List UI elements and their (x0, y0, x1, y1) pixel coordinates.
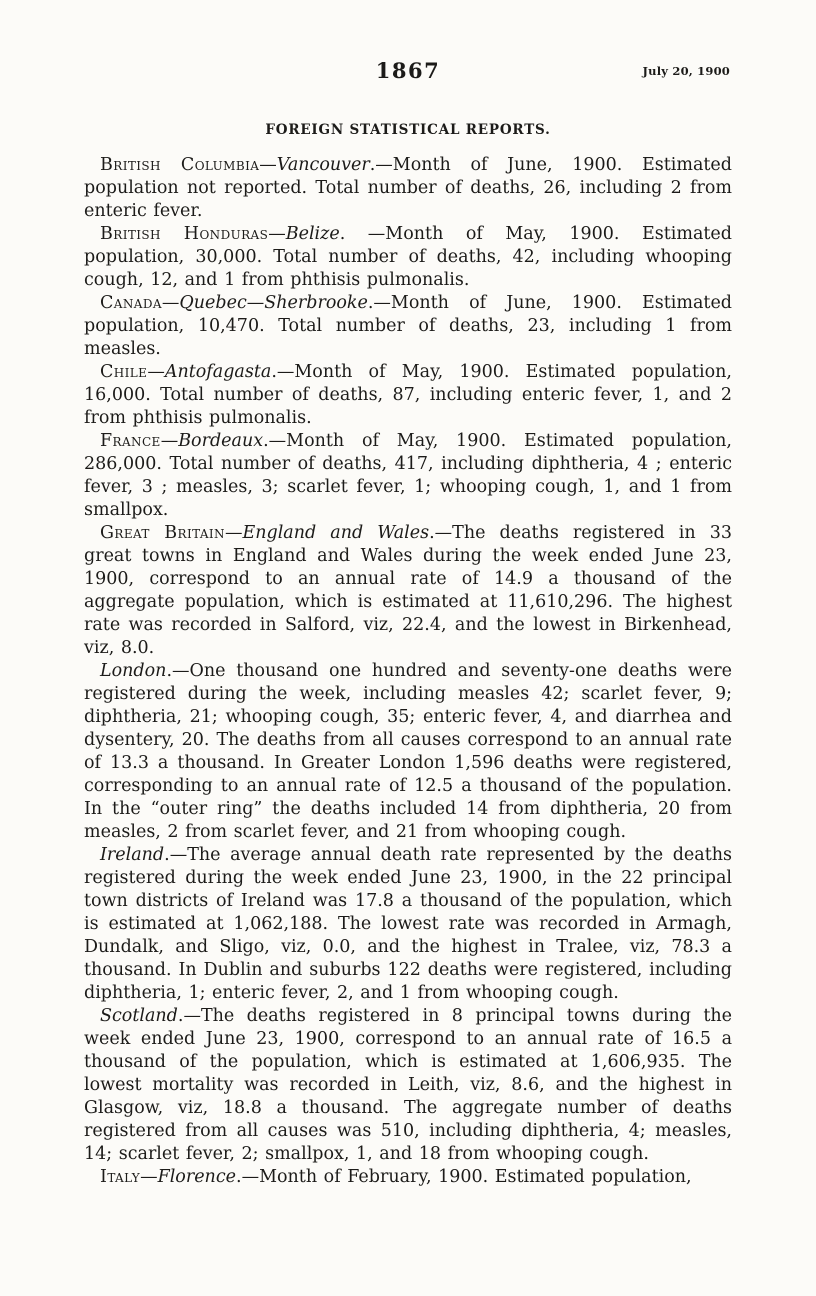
paragraph-text: . —Month of May, 1900. Estimated population, 30,000. Total number of deaths, 42, including whooping cough, 12, and 1 from phthisis pulmonalis. (84, 224, 732, 290)
paragraph-text: — (268, 224, 286, 244)
paragraph (84, 292, 732, 361)
place-name-italic: Bordeaux (178, 431, 264, 451)
place-name-smallcaps: Chile (100, 362, 148, 382)
paragraph-text: — (224, 523, 243, 543)
paragraph-text: — (160, 431, 179, 451)
paragraph (84, 1005, 732, 1166)
place-name-smallcaps: Canada (100, 293, 162, 313)
paragraph-text: .—One thousand one hundred and seventy-one deaths were registered during the week, including measles 42; scarlet fever, 9; diphtheria, 21; whooping cough, 35; enteric fever, 4, and diarrhea and dysentery, 20. The deaths from all causes correspond to an annual rate of 13.3 a thousand. In Greater London 1,596 deaths were registered, corresponding to an annual rate of 12.5 a thousand of the population. In the “outer ring” the deaths included 14 from diphtheria, 20 from measles, 2 from scarlet fever, and 21 from whooping cough. (84, 661, 732, 842)
paragraph (84, 154, 732, 223)
paragraph-text: .—Month of May, 1900. Estimated population, 286,000. Total number of deaths, 417, including diphtheria, 4 ; enteric fever, 3 ; measles, 3; scarlet fever, 1; whooping cough, 1, and 1 from smallpox. (84, 431, 732, 520)
place-name-smallcaps: British Honduras (100, 224, 269, 244)
place-name-smallcaps: Italy (100, 1167, 141, 1187)
place-name-smallcaps: Great Britain (100, 523, 225, 543)
place-name-italic: Quebec (179, 293, 247, 313)
paragraph (84, 223, 732, 292)
paragraph-text: .—The deaths registered in 33 great towns in England and Wales during the week ended June 23, 1900, correspond to an annual rate of 14.9 a thousand of the aggregate population, which is estimated at 11,610,296. The highest rate was recorded in Salford, viz, 22.4, and the lowest in Birkenhead, viz, 8.0. (84, 523, 732, 658)
place-name-italic: Ireland (100, 845, 165, 865)
paragraph (84, 660, 732, 844)
paragraph-text: .—Month of June, 1900. Estimated population not reported. Total number of deaths, 26, including 2 from enteric fever. (84, 155, 732, 221)
place-name-smallcaps: France (100, 431, 161, 451)
place-name-italic: Sherbrooke (264, 293, 368, 313)
document-body (84, 154, 732, 1189)
masthead (0, 0, 816, 90)
place-name-italic: Scotland (100, 1006, 178, 1026)
paragraph (84, 430, 732, 522)
place-name-italic: England and Wales (242, 523, 430, 543)
paragraph-text: .—Month of June, 1900. Estimated population, 10,470. Total number of deaths, 23, including 1 from measles. (84, 293, 732, 359)
paragraph-text: — (161, 293, 180, 313)
page-number: 1867 (375, 58, 441, 83)
place-name-smallcaps: British Columbia (100, 155, 260, 175)
paragraph (84, 522, 732, 660)
section-heading: FOREIGN STATISTICAL REPORTS. (265, 122, 551, 138)
paragraph (84, 1166, 732, 1189)
paragraph (84, 361, 732, 430)
paragraph-text: — (259, 155, 277, 175)
paragraph-text: — (147, 362, 165, 382)
paragraph-text: .—Month of February, 1900. Estimated population, (236, 1167, 692, 1187)
paragraph-text: .—The average annual death rate represented by the deaths registered during the week ended June 23, 1900, in the 22 principal town districts of Ireland was 17.8 a thousand of the population, which is estimated at 1,062,188. The lowest rate was recorded in Armagh, Dundalk, and Sligo, viz, 0.0, and the highest in Tralee, viz, 78.3 a thousand. In Dublin and suburbs 122 deaths were registered, including diphtheria, 1; enteric fever, 2, and 1 from whooping cough. (84, 845, 732, 1003)
place-name-italic: Antofagasta (164, 362, 272, 382)
paragraph-text: .—The deaths registered in 8 principal towns during the week ended June 23, 1900, correspond to an annual rate of 16.5 a thousand of the population, which is estimated at 1,606,935. The lowest mortality was recorded in Leith, viz, 8.6, and the highest in Glasgow, viz, 18.8 a thousand. The aggregate number of deaths registered from all causes was 510, including diphtheria, 4; measles, 14; scarlet fever, 2; smallpox, 1, and 18 from whooping cough. (84, 1006, 732, 1164)
place-name-italic: Vancouver (276, 155, 370, 175)
place-name-italic: Belize (285, 224, 340, 244)
paragraph-text: — (246, 293, 265, 313)
paragraph-text: — (140, 1167, 158, 1187)
paragraph-text: .—Month of May, 1900. Estimated population, 16,000. Total number of deaths, 87, including enteric fever, 1, and 2 from phthisis pulmonalis. (84, 362, 732, 428)
issue-date: July 20, 1900 (642, 64, 730, 78)
place-name-italic: Florence (157, 1167, 236, 1187)
paragraph (84, 844, 732, 1005)
place-name-italic: London (100, 661, 167, 681)
